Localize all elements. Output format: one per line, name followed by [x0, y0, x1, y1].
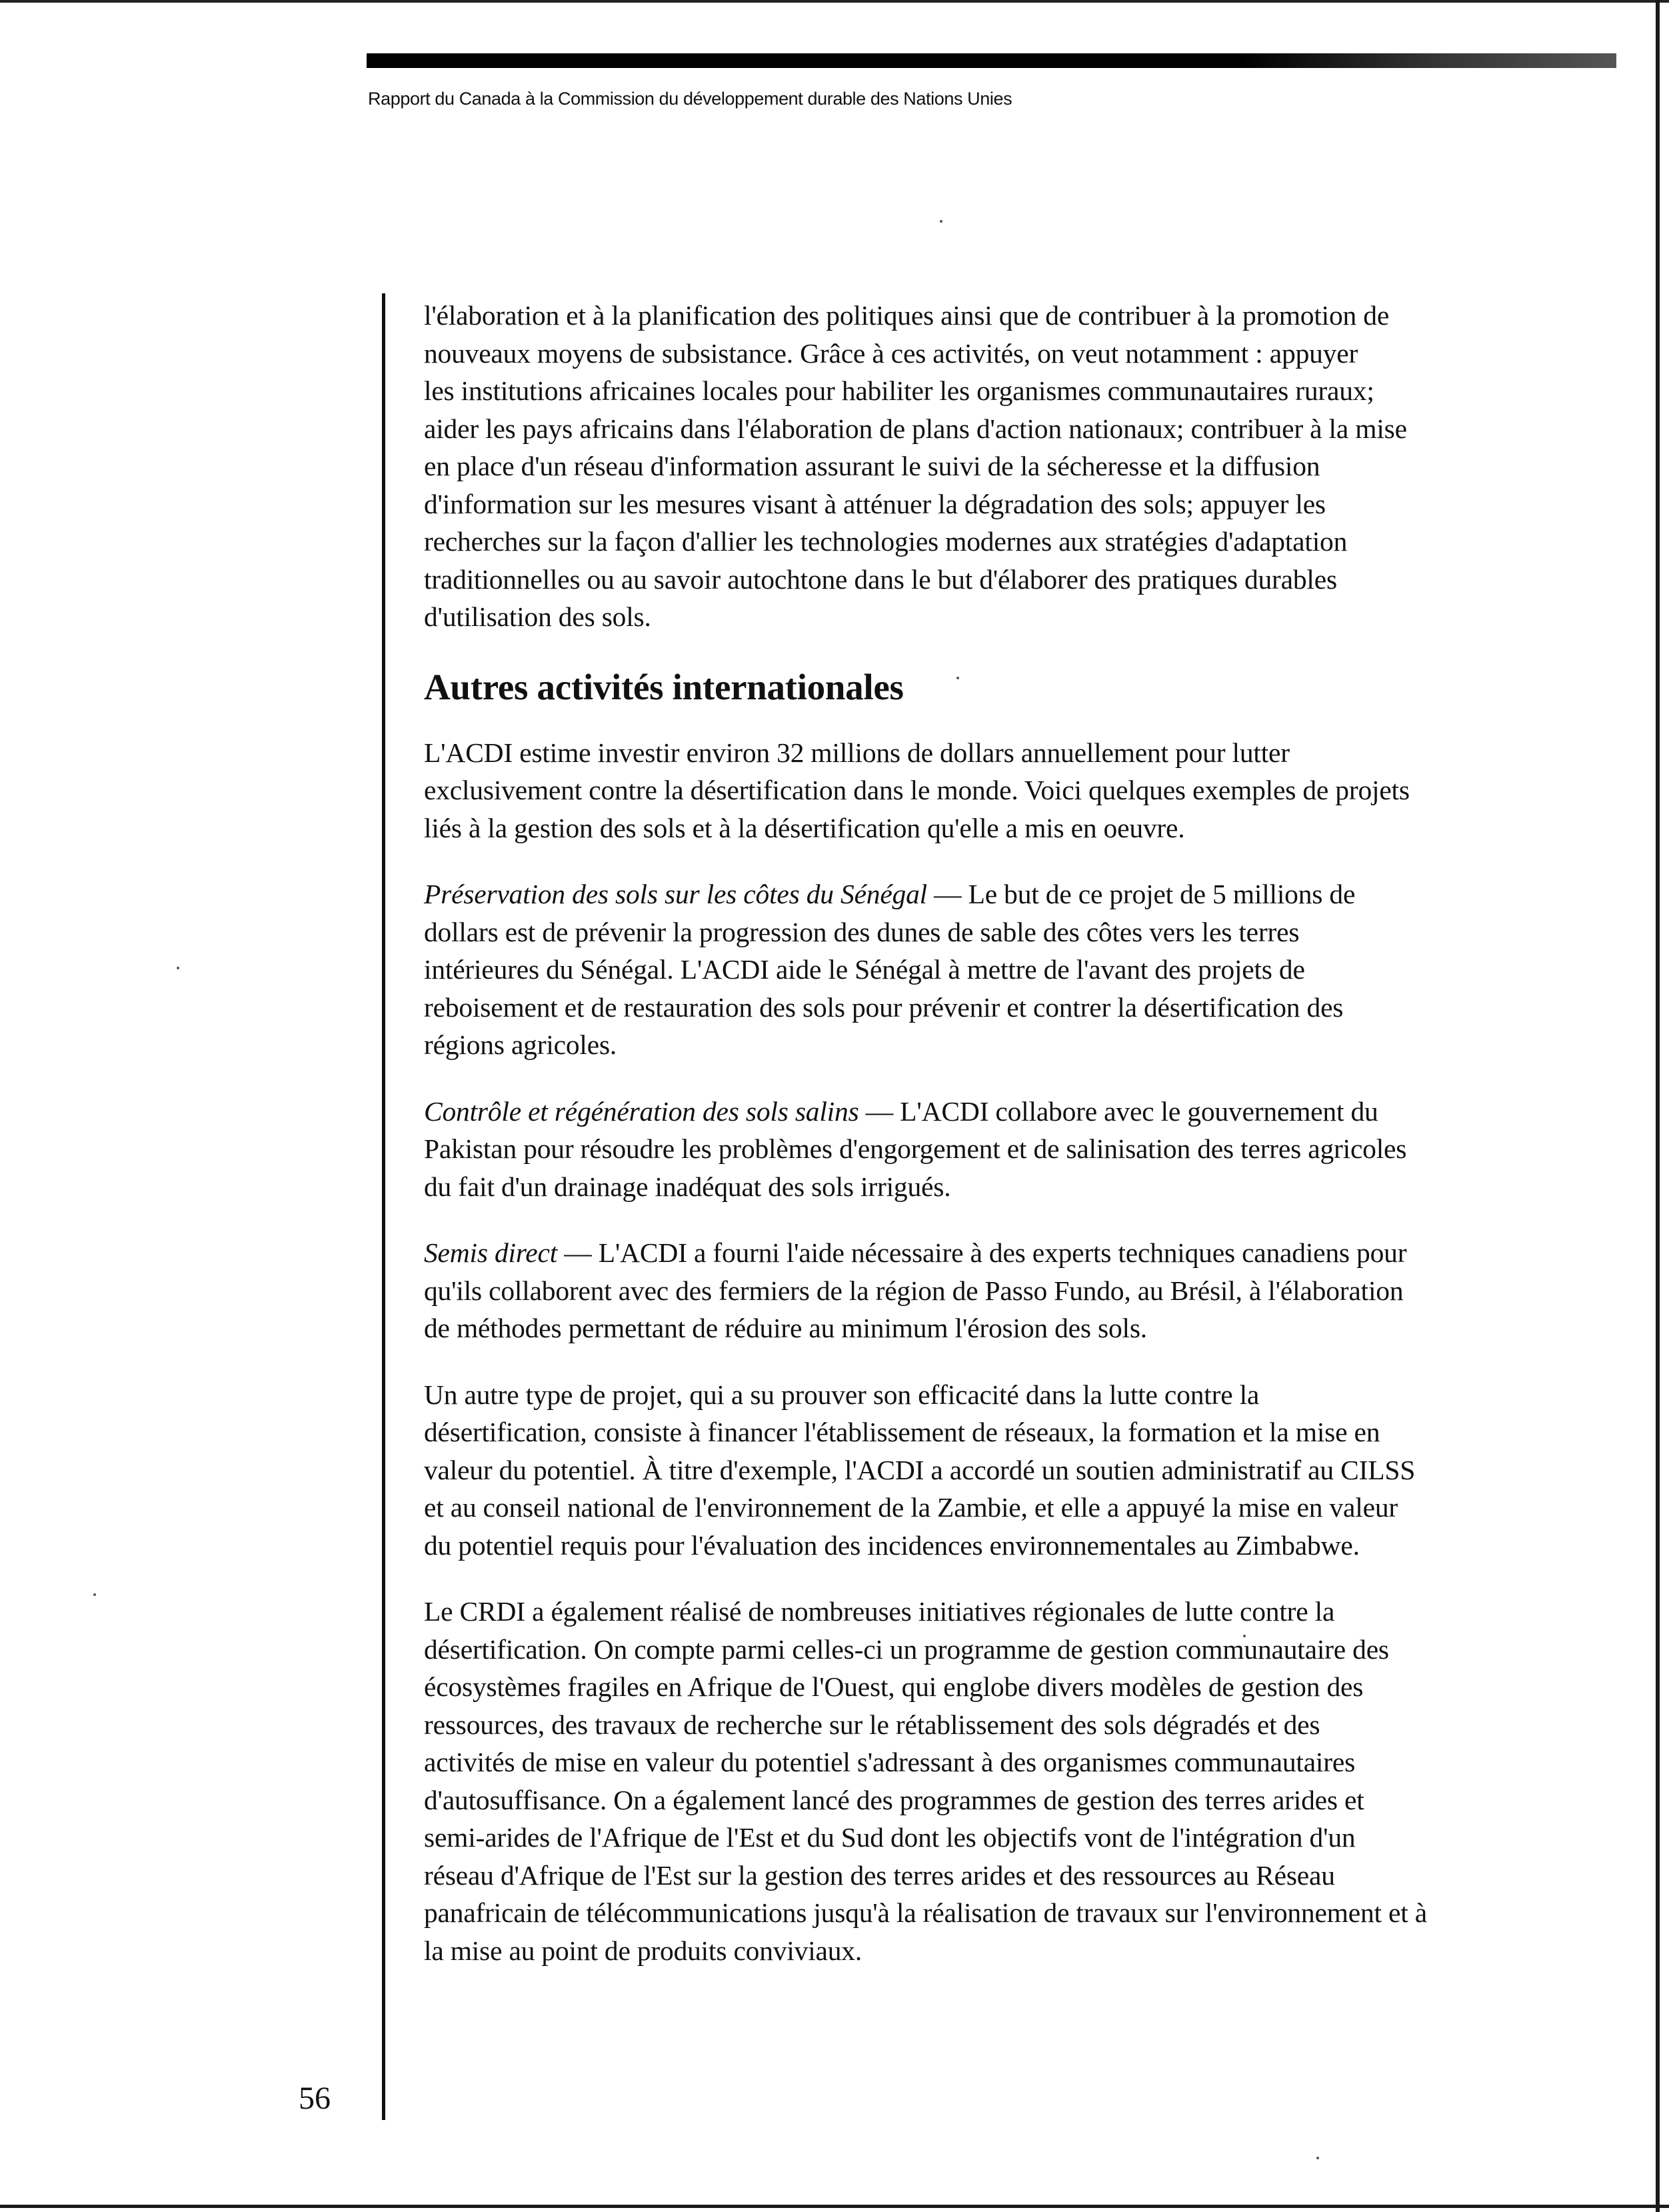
text-line: d'utilisation des sols. [424, 601, 651, 632]
text-line: qu'ils collaborent avec des fermiers de la région de Passo Fundo, au Brésil, à l'élaboration [424, 1275, 1404, 1306]
text-line: Pakistan pour résoudre les problèmes d'engorgement et de salinisation des terres agricoles [424, 1133, 1407, 1164]
text-line: désertification. On compte parmi celles-ci un programme de gestion communautaire des [424, 1633, 1389, 1665]
text-line: ressources, des travaux de recherche sur le rétablissement des sols dégradés et des [424, 1709, 1320, 1740]
project-title: Préservation des sols sur les côtes du Sénégal [424, 879, 927, 909]
text-line: panafricain de télécommunications jusqu'à la réalisation de travaux sur l'environnement et à [424, 1897, 1427, 1928]
margin-rule [382, 293, 385, 2120]
scan-bottom-edge [0, 2205, 1669, 2208]
text-run: — Le but de ce projet de 5 millions de [926, 879, 1356, 909]
text-run: — L'ACDI a fourni l'aide nécessaire à des experts techniques canadiens pour [557, 1237, 1407, 1268]
project-title: Contrôle et régénération des sols salins [424, 1095, 859, 1127]
text-line: Un autre type de projet, qui a su prouver son efficacité dans la lutte contre la [424, 1379, 1260, 1410]
text-line: aider les pays africains dans l'élaboration de plans d'action nationaux; contribuer à la mise [424, 413, 1407, 444]
text-line: liés à la gestion des sols et à la désertification qu'elle a mis en oeuvre. [424, 812, 1185, 843]
text-line: intérieures du Sénégal. L'ACDI aide le Sénégal à mettre de l'avant des projets de [424, 954, 1305, 985]
text-line: de méthodes permettant de réduire au minimum l'érosion des sols. [424, 1313, 1147, 1343]
text-line [424, 1234, 1597, 1272]
scan-speck [93, 1593, 96, 1596]
paragraph-pakistan-project [424, 1093, 1597, 1206]
paragraph-crdi-initiatives [424, 1593, 1597, 1969]
paragraph-continued [424, 297, 1597, 636]
text-line: régions agricoles. [424, 1029, 617, 1060]
text-line: du fait d'un drainage inadéquat des sols irrigués. [424, 1171, 951, 1202]
text-line: l'élaboration et à la planification des politiques ainsi que de contribuer à la promotion de [424, 300, 1390, 331]
page-number: 56 [299, 2081, 331, 2116]
text-line: d'autosuffisance. On a également lancé des programmes de gestion des terres arides et [424, 1784, 1364, 1815]
text-run: — L'ACDI collabore avec le gouvernement du [858, 1095, 1378, 1127]
scan-speck [1316, 2157, 1319, 2159]
text-line: traditionnelles ou au savoir autochtone dans le but d'élaborer des pratiques durables [424, 563, 1337, 595]
text-line: dollars est de prévenir la progression des dunes de sable des côtes vers les terres [424, 916, 1300, 947]
text-line: nouveaux moyens de subsistance. Grâce à ces activités, on veut notamment : appuyer [424, 337, 1358, 369]
paragraph-brazil-project [424, 1234, 1597, 1347]
running-header: Rapport du Canada à la Commission du développement durable des Nations Unies [368, 89, 1012, 109]
text-line: recherches sur la façon d'allier les technologies modernes aux stratégies d'adaptation [424, 526, 1348, 557]
text-line [424, 875, 1597, 913]
header-rule [367, 53, 1616, 68]
text-line: en place d'un réseau d'information assurant le suivi de la sécheresse et la diffusion [424, 451, 1320, 481]
text-line: et au conseil national de l'environnement de la Zambie, et elle a appuyé la mise en valeur [424, 1492, 1398, 1523]
text-line: valeur du potentiel. À titre d'exemple, l'ACDI a accordé un soutien administratif au CILSS [424, 1454, 1416, 1485]
text-line: reboisement et de restauration des sols pour prévenir et contrer la désertification des [424, 991, 1344, 1023]
text-line: activités de mise en valeur du potentiel s'adressant à des organismes communautaires [424, 1747, 1356, 1777]
text-line: du potentiel requis pour l'évaluation des incidences environnementales au Zimbabwe. [424, 1529, 1360, 1561]
text-line: désertification, consiste à financer l'établissement de réseaux, la formation et la mise en [424, 1417, 1380, 1447]
scan-speck [940, 220, 942, 223]
text-line: L'ACDI estime investir environ 32 millions de dollars annuellement pour lutter [424, 737, 1290, 768]
scan-right-edge [1656, 0, 1660, 2212]
paragraph-capacity-building [424, 1376, 1597, 1565]
page-body [424, 297, 1597, 1969]
text-line: Le CRDI a également réalisé de nombreuses initiatives régionales de lutte contre la [424, 1596, 1335, 1627]
text-line [424, 1093, 1597, 1131]
text-line: d'information sur les mesures visant à atténuer la dégradation des sols; appuyer les [424, 488, 1326, 519]
text-line: écosystèmes fragiles en Afrique de l'Ouest, qui englobe divers modèles de gestion des [424, 1671, 1364, 1702]
project-title: Semis direct [424, 1237, 558, 1268]
text-line: semi-arides de l'Afrique de l'Est et du Sud dont les objectifs vont de l'intégration d'un [424, 1822, 1356, 1853]
scan-speck [177, 967, 179, 969]
section-heading: Autres activités internationales [424, 666, 904, 707]
paragraph-intro [424, 734, 1597, 847]
text-line: réseau d'Afrique de l'Est sur la gestion des terres arides et des ressources au Réseau [424, 1859, 1335, 1891]
scan-top-edge [0, 0, 1669, 3]
text-line: exclusivement contre la désertification dans le monde. Voici quelques exemples de projets [424, 775, 1410, 805]
paragraph-senegal-project [424, 875, 1597, 1064]
text-line: les institutions africaines locales pour habiliter les organismes communautaires ruraux; [424, 375, 1374, 406]
text-line: la mise au point de produits conviviaux. [424, 1935, 862, 1966]
